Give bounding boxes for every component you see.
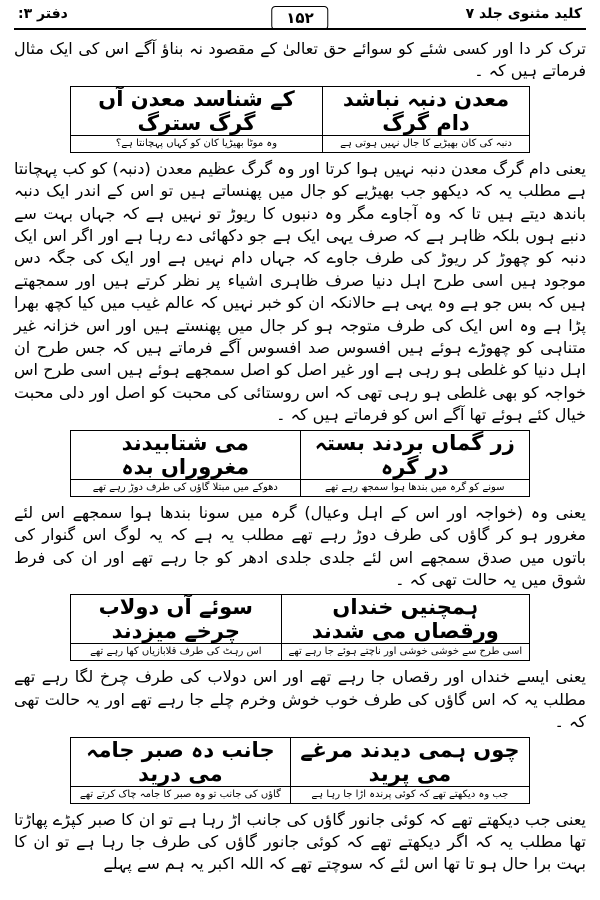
paragraph-commentary-4: یعنی جب دیکھتے تھے کہ کوئی جانور گاؤں کی جانب اڑ رہا ہے تو ان کا صبر کپڑے پھاڑتا تھا مطلب یہ کہ اگر دیکھتے تھے کہ کوئی جانور گاؤں کی طرف جا رہا ہے تو ان کا بہت برا حال ہو تا تھا اس لئے کہ سوچتے تھے کہ اللہ اکبر یہ ہم سے پہلے — [14, 809, 586, 874]
page-number: ۱۵۲ — [271, 6, 328, 30]
header-rule — [14, 28, 586, 30]
verse-4-first-hemistich: چوں ہمی دیدند مرغے می پرید — [290, 737, 529, 786]
verse-2-second-hemistich: می شتابیدند مغروراں بدہ — [71, 430, 301, 479]
verse-block-4 — [70, 737, 530, 804]
book-title: کلید مثنوی جلد ۷ — [465, 6, 582, 22]
page-header — [14, 6, 586, 36]
verse-4-second-translation: گاؤں کی جانب تو وہ صبر کا جامہ چاک کرتے تھے — [71, 786, 291, 803]
paragraph-intro: ترک کر دا اور کسی شئے کو سوائے حق تعالیٰ کے مقصود نہ بناؤ آگے اس کی ایک مثال فرماتے ہیں کہ ۔ — [14, 39, 586, 81]
volume-label: دفتر ۳: — [18, 6, 68, 22]
verse-3-first-translation: اسی طرح سے خوشی خوشی اور ناچتے ہوئے جا رہے تھے — [281, 644, 529, 661]
verse-2-first-translation: سونے کو گرہ میں بندھا ہوا سمجھ رہے تھے — [300, 479, 529, 496]
verse-2-second-translation: دھوکے میں مبتلا گاؤں کی طرف دوڑ رہے تھے — [71, 479, 301, 496]
verse-1-second-translation: وہ موٹا بھیڑیا کان کو کہاں پہچانتا ہے؟ — [71, 135, 323, 152]
verse-4-second-hemistich: جانب دہ صبر جامہ می درید — [71, 737, 291, 786]
verse-block-1 — [70, 86, 530, 153]
paragraph-commentary-2: یعنی وہ (خواجہ اور اس کے اہل وعیال) گرہ میں سونا بندھا ہوا سمجھے اس لئے مغرور ہو کر گاؤں کی طرف دوڑ رہے تھے مطلب یہ ہے کہ یہ لوگ اس گنوار کی باتوں میں صدق سمجھے اس لئے جلدی جلدی ادھر کو جا رہے تھے اور ان کی فرط شوق میں یہ حالت تھی کہ ۔ — [14, 502, 586, 589]
page-content — [14, 38, 586, 878]
paragraph-commentary-1: یعنی دام گرگ معدن دنبہ نہیں ہوا کرتا اور وہ گرگ عظیم معدن (دنبہ) کو کب پہچانتا ہے مطلب یہ کہ دیکھو جب بھیڑیے کو جال میں پھنساتے ہیں تو اس کے اندر ایک دنبہ باندھ دیتے ہیں تا کہ وہ آجاوے مگر وہ دنبوں کا ریوڑ تو نہیں ہے کہ جہاں بہت سے دنبے ہوں بلکہ ظاہر ہے کہ صرف یہی ایک ہے جو دکھائی دے رہا ہے اور اگر اس ایک دنبہ کو چھوڑ کر ریوڑ کی طرف جاوے کہ جہاں دام نہیں ہے اور ایک کی جگہ دس موجود ہیں اسی طرح اہل دنیا صرف ظاہری اشیاء پر نظر کرتے ہیں اور سمجھتے ہیں کہ بس جو ہے وہ یہی ہے حالانکہ ان کو خبر نہیں کہ عالم غیب میں کیا کچھ بھرا پڑا ہے وہ اس ایک کی طرف متوجہ ہو کر جال میں پھنستے ہیں اور اس خزانہ غیر متناہی کو چھوڑے ہوئے ہیں افسوس صد افسوس آگے فرماتے ہیں کہ جس طرح ان اہل دنیا کو غلطی ہو رہی ہے اور غیر اصل کو اصل سمجھے ہوئے ہیں اسی طرح اس خواجہ کو بھی غلطی ہو رہی تھی کہ اس روستائی کی محبت کو اصل اور دلی محبت خیال کئے ہوئے تھا آگے اس کو فرماتے ہیں کہ ۔ — [14, 158, 587, 425]
verse-1-second-hemistich: کے شناسد معدن آں گرگ سترگ — [71, 86, 323, 135]
verse-3-first-hemistich: ہمچنیں خنداں ورقصاں می شدند — [281, 595, 529, 644]
verse-block-2 — [70, 430, 530, 497]
verse-1-first-hemistich: معدن دنبہ نباشد دام گرگ — [322, 86, 529, 135]
verse-2-first-hemistich: زر گماں بردند بستہ در گرہ — [300, 430, 529, 479]
verse-4-first-translation: جب وہ دیکھتے تھے کہ کوئی پرندہ اڑا جا رہا ہے — [290, 786, 529, 803]
verse-block-3 — [70, 594, 530, 661]
verse-3-second-hemistich: سوئے آں دولاب چرخے میزدند — [71, 595, 282, 644]
paragraph-commentary-3: یعنی ایسے خنداں اور رقصاں جا رہے تھے اور اس دولاب کی طرف چرخ لگا رہے تھے مطلب یہ کہ اس گاؤں کی طرف خوب خوش وخرم چلے جا رہے تھے اور یہ حالت تھی کہ ۔ — [14, 667, 586, 732]
verse-1-first-translation: دنبہ کی کان بھیڑیے کا جال نہیں ہوتی ہے — [322, 135, 529, 152]
verse-3-second-translation: اس رہٹ کی طرف قلابازیاں کھا رہے تھے — [71, 644, 282, 661]
